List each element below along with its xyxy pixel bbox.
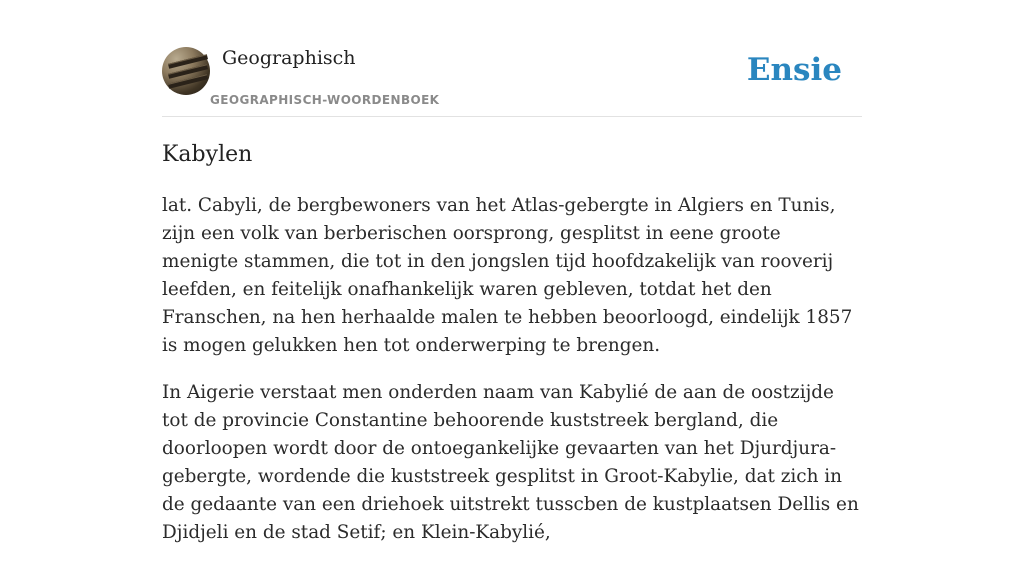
entry-paragraph: In Aigerie verstaat men onderden naam van Kabylié de aan de oostzijde tot de provincie Constantine behoorende kuststreek bergland, die doorloopen wordt door de ontoegankelijke gevaarten van het Djurdjura-gebergte, wordende die kuststreek gesplitst in Groot-Kabylie, dat zich in de gedaante van een driehoek uitstrekt tusscben de kustplaatsen Dellis en Djidjeli en de stad Setif; en Klein-Kabylié, (162, 382, 859, 543)
source-header (162, 44, 862, 117)
brand-logo[interactable]: Ensie (746, 52, 842, 88)
entry-paragraph: lat. Cabyli, de bergbewoners van het Atlas-gebergte in Algiers en Tunis, zijn een volk van berberischen oorsprong, gesplitst in eene groote menigte stammen, die tot in den jongslen tijd hoofdzakelijk van rooverij leefden, en feitelijk onafhankelijk waren gebleven, totdat het den Franschen, na hen herhaalde malen te hebben beoorloogd, eindelijk 1857 is mogen gelukken hen tot onderwerping te brengen. (162, 195, 853, 356)
entry-title: Kabylen (162, 142, 253, 167)
source-avatar[interactable] (162, 47, 210, 95)
source-slug-link[interactable]: GEOGRAPHISCH-WOORDENBOEK (210, 93, 440, 107)
entry-body (162, 192, 862, 566)
source-name-link[interactable]: Geographisch (222, 47, 356, 69)
